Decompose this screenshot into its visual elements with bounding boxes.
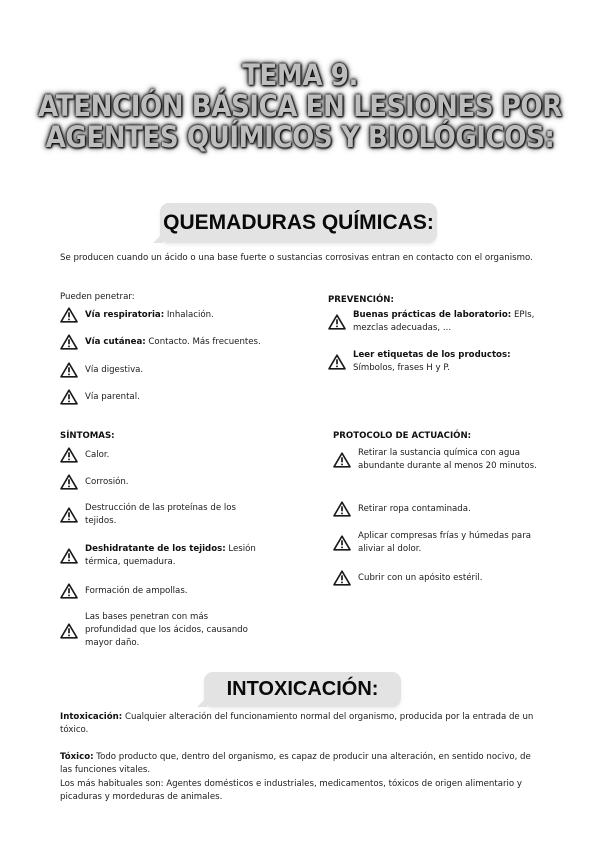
list-item-label [85,476,129,489]
warning-triangle-icon [60,623,78,639]
warning-triangle-icon [60,362,78,378]
list-item-text: Cubrir con un apósito estéril. [358,572,483,583]
list-item [60,362,290,378]
warning-triangle-icon [60,389,78,405]
sintomas-heading: SÍNTOMAS: [60,431,115,441]
list-item-label [85,543,260,569]
quemaduras-intro: Se producen cuando un ácido o una base fuerte o sustancias corrosivas entran en contacto con el organismo. [60,253,533,263]
list-item-label [85,364,143,377]
warning-triangle-icon [328,354,346,370]
list-item-label [353,309,543,335]
list-item-label [85,309,214,322]
list-item-label [358,572,483,585]
list-item-text: Vía parental. [85,391,140,402]
list-item-label [358,503,471,516]
warning-triangle-icon [60,474,78,490]
toxico-text: Todo producto que, dentro del organismo, es capaz de producir una alteración, en sentido nocivo, de las funciones vitales. [60,752,531,775]
warning-triangle-icon [60,307,78,323]
toxico-definition [60,751,540,777]
warning-triangle-icon [333,535,351,551]
list-item-text: Vía digestiva. [85,364,144,375]
list-item [60,543,260,569]
list-item [333,570,538,586]
list-item [60,334,290,350]
list-item-text: Inhalación. [164,309,214,320]
list-item-term: Vía cutánea: [85,336,146,347]
protocolo-heading: PROTOCOLO DE ACTUACIÓN: [333,431,472,441]
list-item-text: Símbolos, frases H y P. [353,363,450,373]
intoxicacion-heading-banner [204,672,401,707]
title-line-1: TEMA 9. [242,58,358,92]
prevencion-heading: PREVENCIÓN: [328,295,394,305]
intoxicacion-definition [60,711,540,737]
warning-triangle-icon [60,548,78,564]
list-item [333,447,538,473]
list-item-text: Destrucción de las proteínas de los tejidos. [85,503,236,526]
intoxicacion-heading: INTOXICACIÓN: [226,678,379,700]
list-item [60,307,290,323]
penetrar-label: Pueden penetrar: [60,292,135,302]
title-line-2: ATENCIÓN BÁSICA EN LESIONES POR [38,89,562,123]
list-item-text: Lesión térmica, quemadura. [85,544,256,567]
warning-triangle-icon [333,452,351,468]
list-item [60,389,290,405]
list-item-text: Formación de ampollas. [85,585,188,596]
quemaduras-heading-banner [160,203,437,243]
list-item [60,502,260,528]
quemaduras-heading: QUEMADURAS QUÍMICAS: [163,211,434,234]
title-line-3: AGENTES QUÍMICOS Y BIOLÓGICOS: [45,120,555,154]
list-item [333,501,538,517]
list-item [328,349,543,375]
list-item [60,583,260,599]
list-item-text: Las bases penetran con más profundidad que los ácidos, causando mayor daño. [85,612,248,648]
list-item-label [85,611,260,650]
list-item [60,474,260,490]
list-item-term: Vía respiratoria: [85,309,165,320]
warning-triangle-icon [60,334,78,350]
intoxicacion-def-term: Intoxicación: [60,712,123,722]
list-item-text: Contacto. Más frecuentes. [145,336,261,347]
list-item-label [358,530,538,556]
list-item [333,530,538,556]
warning-triangle-icon [60,583,78,599]
list-item [60,611,260,650]
list-item-label [358,447,538,473]
warning-triangle-icon [333,570,351,586]
list-item-term: Buenas prácticas de laboratorio: [353,310,512,320]
list-item-label [85,391,140,404]
list-item-term: Deshidratante de los tejidos: [85,544,226,554]
list-item [328,309,543,335]
warning-triangle-icon [60,447,78,463]
page-title [30,60,570,153]
list-item-label [353,349,543,375]
warning-triangle-icon [328,314,346,330]
intoxicacion-def-text: Cualquier alteración del funcionamiento normal del organismo, producida por la entrada de un tóxico. [60,712,534,735]
list-item-label [85,585,188,598]
list-item-label [85,449,109,462]
list-item-text: Retirar ropa contaminada. [358,503,471,514]
warning-triangle-icon [60,507,78,523]
list-item-text: Corrosión. [85,476,129,487]
list-item-label [85,336,261,349]
habituales-text: Los más habituales son: Agentes domésticos e industriales, medicamentos, tóxicos de origen alimentario y picaduras y mordeduras de animales. [60,779,522,802]
list-item-text: Aplicar compresas frías y húmedas para aliviar al dolor. [358,531,531,554]
list-item-text: EPIs, mezclas adecuadas, ... [353,310,535,333]
list-item-label [85,502,260,528]
list-item-text: Calor. [85,449,110,460]
list-item [60,447,260,463]
list-item-term: Leer etiquetas de los productos: [353,350,511,360]
list-item-text: Retirar la sustancia química con agua abundante durante al menos 20 minutos. [358,448,537,471]
toxico-term: Tóxico: [60,752,94,762]
warning-triangle-icon [333,501,351,517]
